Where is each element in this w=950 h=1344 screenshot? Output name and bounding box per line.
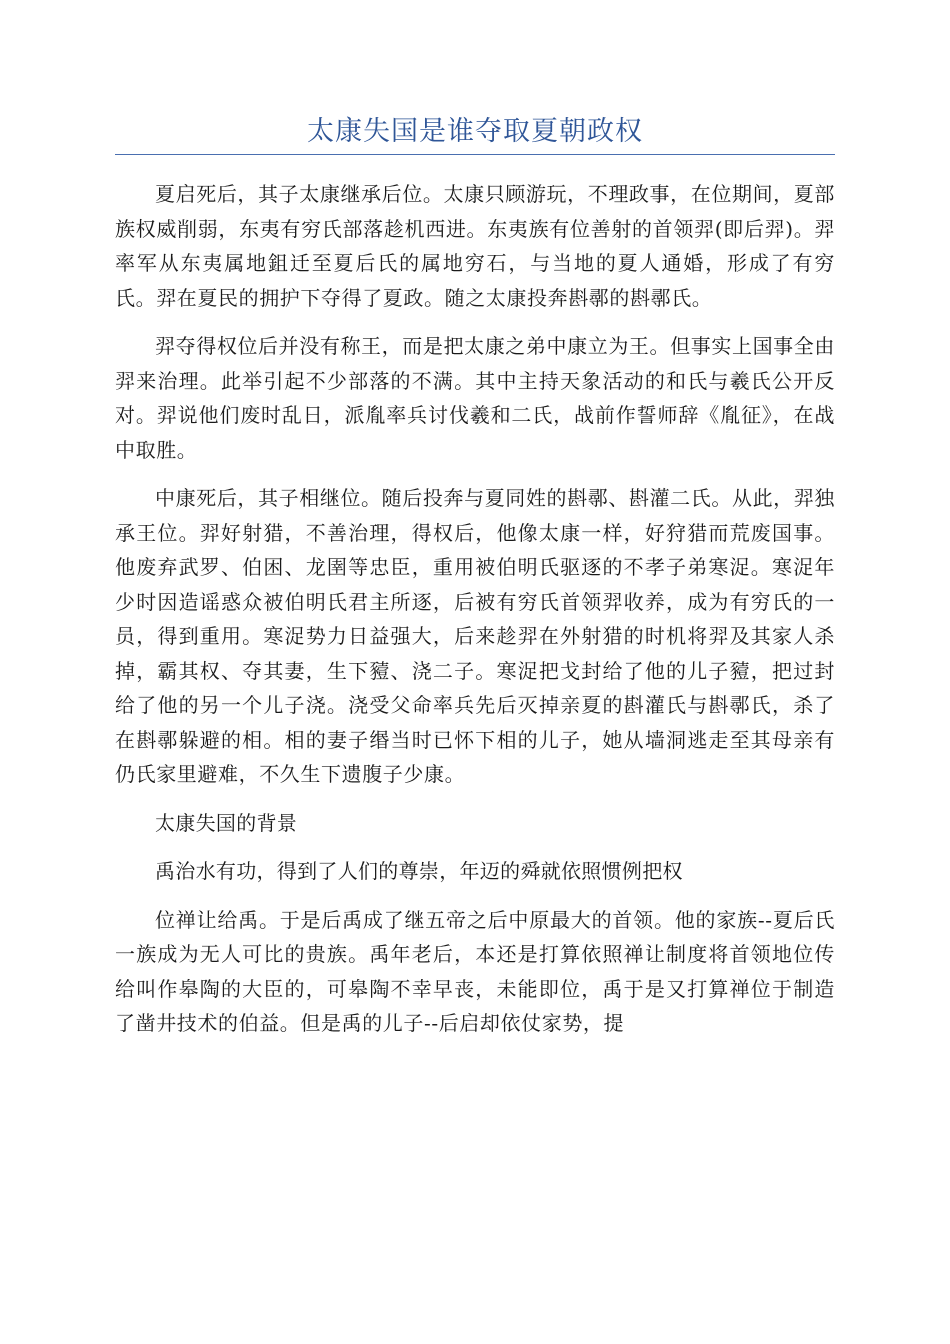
paragraph-1: 夏启死后，其子太康继承后位。太康只顾游玩，不理政事，在位期间，夏部族权威削弱，东夷有穷氏部落趁机西进。东夷族有位善射的首领羿(即后羿)。羿率军从东夷属地鉏迁至夏后氏的属地穷石，与当地的夏人通婚，形成了有穷氏。羿在夏民的拥护下夺得了夏政。随之太康投奔斟鄩的斟鄩氏。 [115,182,835,310]
document-title: 太康失国是谁夺取夏朝政权 [307,116,643,147]
paragraph-4: 禹治水有功，得到了人们的尊崇，年迈的舜就依照惯例把权 [155,859,683,883]
document-body [115,177,835,1055]
paragraph-3: 中康死后，其子相继位。随后投奔与夏同姓的斟鄩、斟灌二氏。从此，羿独承王位。羿好射猎，不善治理，得权后，他像太康一样，好狩猎而荒废国事。他废弃武罗、伯困、龙圉等忠臣，重用被伯明氏驱逐的不孝子弟寒浞。寒浞年少时因造谣惑众被伯明氏君主所逐，后被有穷氏首领羿收养，成为有穷氏的一员，得到重用。寒浞势力日益强大，后来趁羿在外射猎的时机将羿及其家人杀掉，霸其权、夺其妻，生下豷、浇二子。寒浞把戈封给了他的儿子豷，把过封给了他的另一个儿子浇。浇受父命率兵先后灭掉亲夏的斟灌氏与斟鄩氏，杀了在斟鄩躲避的相。相的妻子缗当时已怀下相的儿子，她从墙洞逃走至其母亲有仍氏家里避难，不久生下遗腹子少康。 [115,486,835,786]
title-underline [115,154,835,155]
paragraph-2: 羿夺得权位后并没有称王，而是把太康之弟中康立为王。但事实上国事全由羿来治理。此举引起不少部落的不满。其中主持天象活动的和氏与羲氏公开反对。羿说他们废时乱日，派胤率兵讨伐羲和二氏，战前作誓师辞《胤征》，在战中取胜。 [115,334,835,462]
section-heading-background: 太康失国的背景 [155,810,298,835]
paragraph-5: 位禅让给禹。于是后禹成了继五帝之后中原最大的首领。他的家族--夏后氏一族成为无人可比的贵族。禹年老后，本还是打算依照禅让制度将首领地位传给叫作皋陶的大臣的，可皋陶不幸早丧，未能即位，禹于是又打算禅位于制造了凿井技术的伯益。但是禹的儿子--后启却依仗家势，提 [115,907,835,1035]
